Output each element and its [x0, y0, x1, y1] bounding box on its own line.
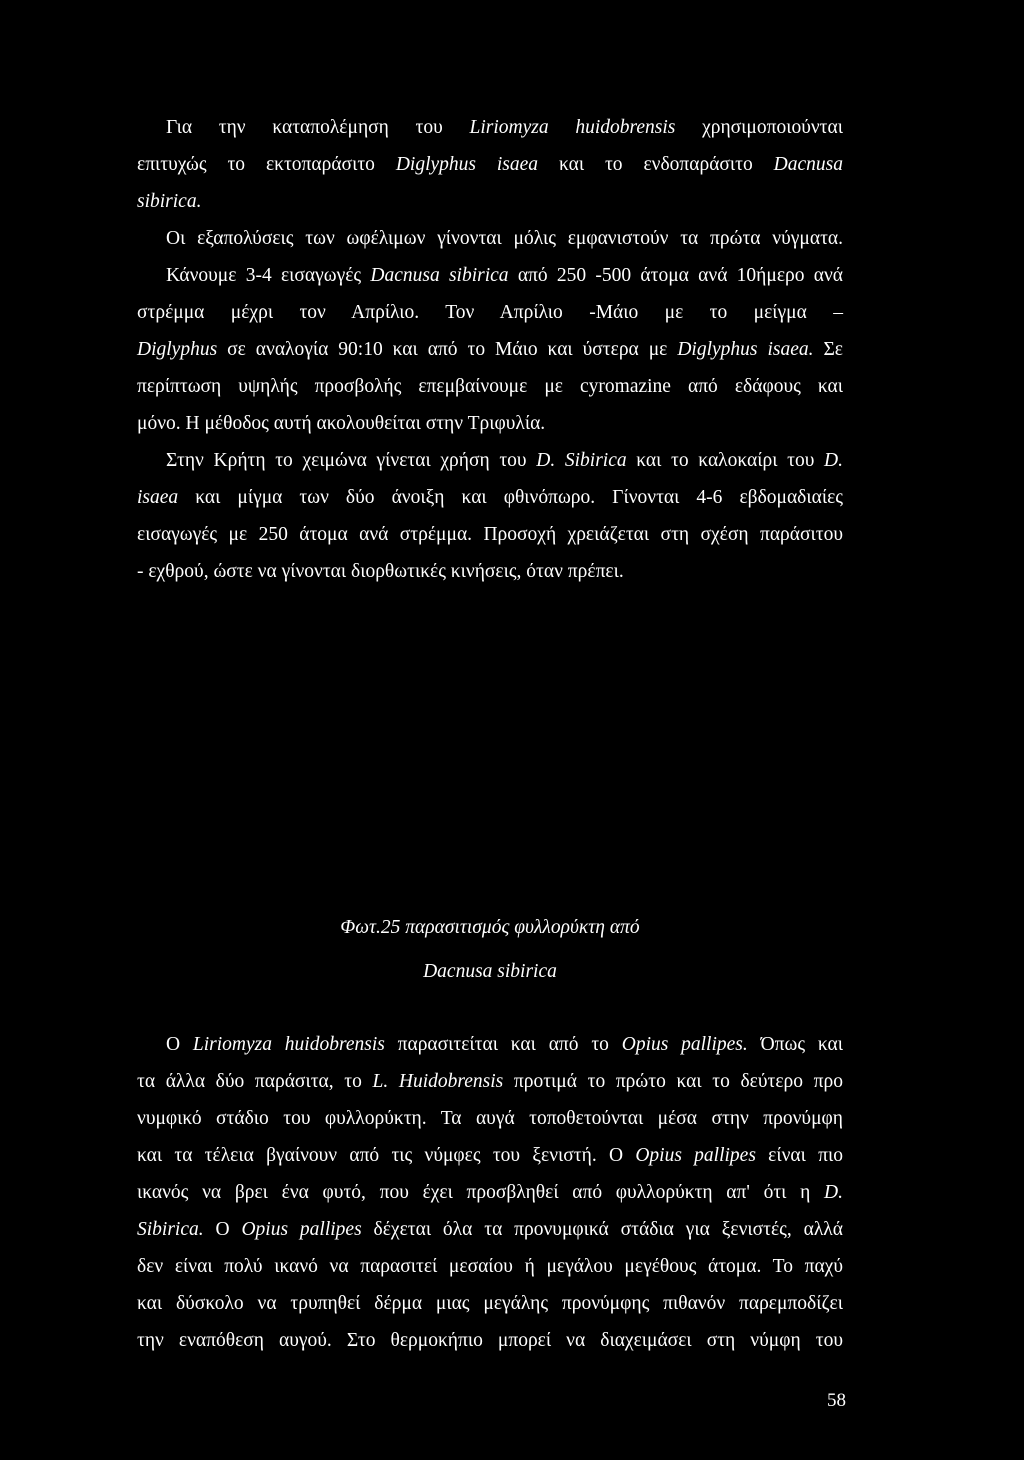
italic-term: sibirica. — [137, 191, 202, 212]
text-segment: προτιμά το πρώτο και το δεύτερο προ — [503, 1071, 843, 1092]
text-line — [166, 110, 843, 146]
text-line — [137, 1064, 843, 1100]
text-segment: Για την καταπολέμηση του — [166, 117, 470, 138]
text-line — [137, 295, 843, 331]
italic-term: isaea — [137, 487, 179, 508]
text-line — [137, 369, 843, 405]
text-segment: νυμφικό στάδιο του φυλλορύκτη. Τα αυγά τοποθετούνται μέσα στην προνύμφη — [137, 1108, 843, 1129]
text-line — [137, 1101, 843, 1137]
text-segment: Ο — [203, 1219, 242, 1240]
text-line — [137, 554, 843, 590]
text-line — [166, 258, 843, 294]
italic-term: Opius pallipes — [635, 1145, 756, 1166]
text-line — [137, 517, 843, 553]
page-number: 58 — [827, 1390, 846, 1411]
text-line — [137, 184, 843, 220]
italic-term: Dacnusa — [773, 154, 843, 175]
text-segment: και μίγμα των δύο άνοιξη και φθινόπωρο. Γίνονται 4-6 εβδομαδιαίες — [178, 487, 843, 508]
text-segment: επιτυχώς το εκτοπαράσιτο — [137, 154, 396, 175]
text-segment: χρησιμοποιούνται — [675, 117, 843, 138]
text-segment: Οι εξαπολύσεις των ωφέλιμων γίνονται μόλις εμφανιστούν τα πρώτα νύγματα. — [166, 228, 843, 249]
text-segment: μόνο. Η μέθοδος αυτή ακολουθείται στην Τριφυλία. — [137, 413, 546, 434]
text-segment: Ο — [166, 1034, 193, 1055]
text-segment: Όπως και — [747, 1034, 843, 1055]
text-segment: και τα τέλεια βγαίνουν από τις νύμφες του ξενιστή. Ο — [137, 1145, 636, 1166]
text-line — [166, 221, 843, 257]
text-line — [137, 1212, 843, 1248]
text-line — [137, 1175, 843, 1211]
text-segment: παρασιτείται και από το — [384, 1034, 622, 1055]
text-segment: περίπτωση υψηλής προσβολής επεμβαίνουμε με cyromazine από εδάφους και — [137, 376, 843, 397]
text-line — [137, 147, 843, 183]
italic-term: Liriomyza huidobrensis — [469, 117, 676, 138]
italic-term: Diglyphus isaea — [395, 154, 539, 175]
text-segment: - εχθρού, ώστε να γίνονται διορθωτικές κινήσεις, όταν πρέπει. — [137, 561, 624, 582]
text-segment: τα άλλα δύο παράσιτα, το — [137, 1071, 373, 1092]
italic-term: Opius pallipes — [241, 1219, 362, 1240]
italic-term: D. — [824, 450, 843, 471]
text-segment: δέχεται όλα τα προνυμφικά στάδια για ξενιστές, αλλά — [361, 1219, 843, 1240]
text-segment: την εναπόθεση αυγού. Στο θερμοκήπιο μπορεί να διαχειμάσει στη νύμφη του — [137, 1330, 843, 1351]
text-segment: και το καλοκαίρι του — [626, 450, 825, 471]
italic-term: Opius pallipes. — [621, 1034, 748, 1055]
text-segment: είναι πιο — [755, 1145, 843, 1166]
italic-term: Liriomyza huidobrensis — [192, 1034, 385, 1055]
text-line — [166, 1027, 843, 1063]
text-line — [137, 1323, 843, 1359]
text-segment: Κάνουμε 3-4 εισαγωγές — [166, 265, 371, 286]
text-line — [137, 332, 843, 368]
text-segment: δεν είναι πολύ ικανό να παρασιτεί μεσαίου ή μεγάλου μεγέθους άτομα. Το παχύ — [137, 1256, 843, 1277]
text-segment: στρέμμα μέχρι τον Απρίλιο. Τον Απρίλιο -Μάιο με το μείγμα – — [137, 302, 843, 323]
text-segment: Στην Κρήτη το χειμώνα γίνεται χρήση του — [166, 450, 537, 471]
text-segment: και δύσκολο να τρυπηθεί δέρμα μιας μεγάλης προνύμφης πιθανόν παρεμποδίζει — [137, 1293, 843, 1314]
photo-caption-line-1: Φωτ.25 παρασιτισμός φυλλορύκτη από — [340, 917, 640, 938]
text-segment: Σε — [813, 339, 843, 360]
text-line — [137, 1286, 843, 1322]
italic-term: L. Huidobrensis — [372, 1071, 504, 1092]
italic-term: D. — [824, 1182, 843, 1203]
italic-term: D. Sibirica — [536, 450, 627, 471]
italic-term: Dacnusa sibirica — [370, 265, 509, 286]
text-line — [137, 1138, 843, 1174]
text-line — [137, 480, 843, 516]
text-line — [166, 443, 843, 479]
text-segment: από 250 -500 άτομα ανά 10ήμερο ανά — [508, 265, 844, 286]
text-segment: και το ενδοπαράσιτο — [538, 154, 774, 175]
text-segment: σε αναλογία 90:10 και από το Μάιο και ύστερα με — [217, 339, 678, 360]
text-line — [137, 1249, 843, 1285]
text-segment: ικανός να βρει ένα φυτό, που έχει προσβληθεί από φυλλορύκτη απ' ότι η — [137, 1182, 825, 1203]
text-line — [137, 406, 843, 442]
italic-term: Diglyphus — [137, 339, 218, 360]
italic-term: Sibirica. — [137, 1219, 204, 1240]
text-segment: εισαγωγές με 250 άτομα ανά στρέμμα. Προσοχή χρειάζεται στη σχέση παράσιτου — [137, 524, 843, 545]
photo-caption-line-2: Dacnusa sibirica — [423, 961, 557, 982]
italic-term: Diglyphus isaea. — [677, 339, 814, 360]
